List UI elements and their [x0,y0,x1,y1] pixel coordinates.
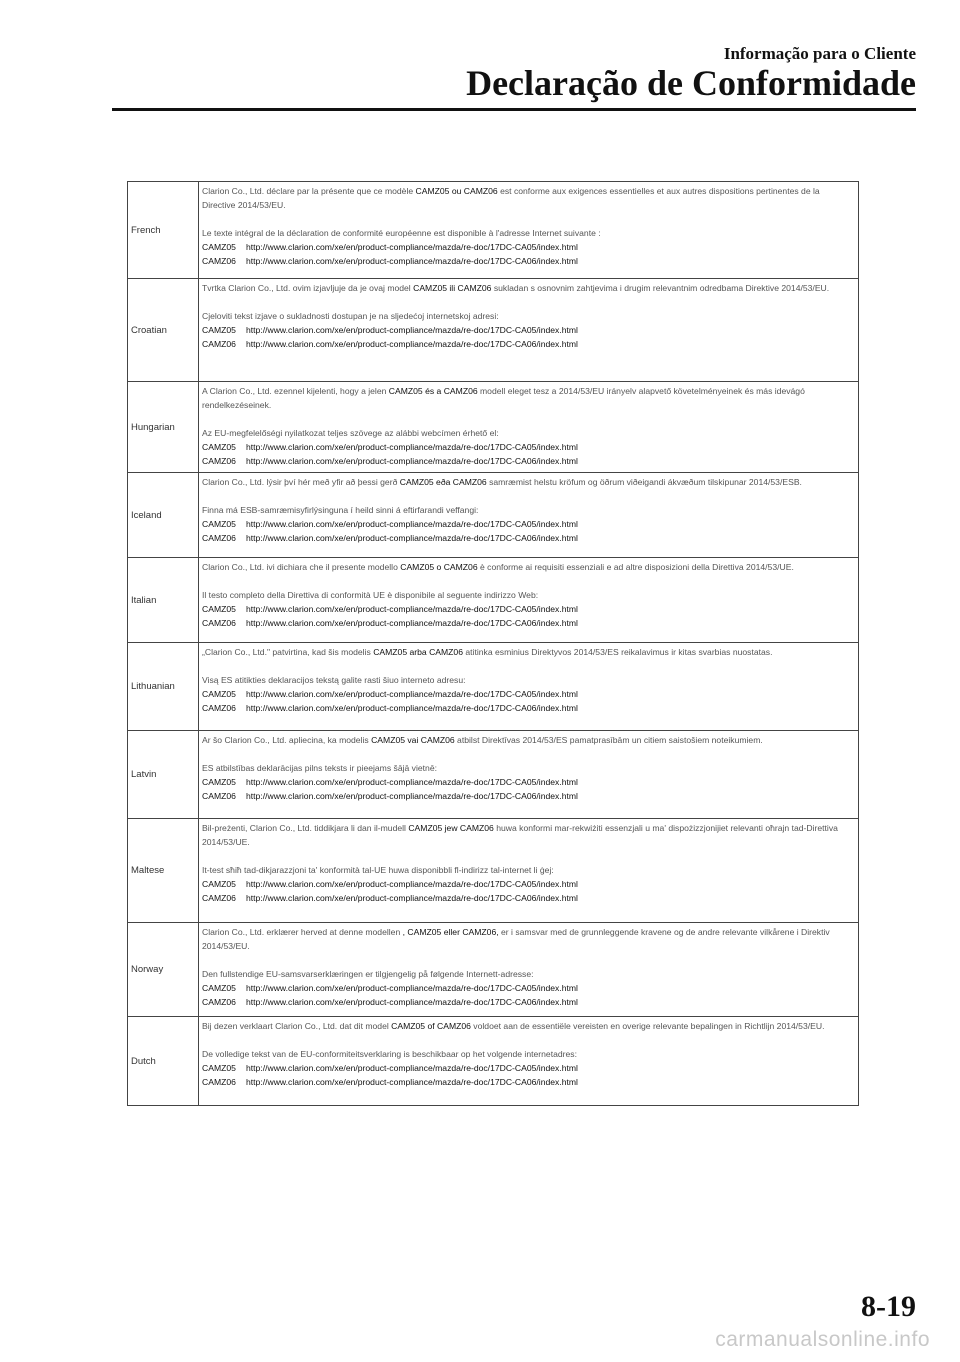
availability-text: De volledige tekst van de EU-conformiteitsverklaring is beschikbaar op het volgende internetadres: [202,1049,577,1059]
model-code: CAMZ06 [202,456,236,466]
doc-url-link[interactable]: http://www.clarion.com/xe/en/product-compliance/mazda/re-doc/17DC-CA05/index.html [246,879,578,889]
declaration-cell [199,473,859,558]
statement-text: voldoet aan de essentiële vereisten en overige relevante bepalingen in Richtlijn 2014/53/EU. [470,1021,825,1031]
model-code: CAMZ06 [202,1077,236,1087]
doc-url-link[interactable]: http://www.clarion.com/xe/en/product-compliance/mazda/re-doc/17DC-CA06/index.html [246,997,578,1007]
doc-url-link[interactable]: http://www.clarion.com/xe/en/product-compliance/mazda/re-doc/17DC-CA06/index.html [246,533,578,543]
declaration-statement [202,1019,854,1033]
doc-url-link[interactable]: http://www.clarion.com/xe/en/product-compliance/mazda/re-doc/17DC-CA06/index.html [246,703,578,713]
model-names: CAMZ05 és a CAMZ06 [388,386,478,396]
model-code: CAMZ05 [202,442,236,452]
model-names: CAMZ05 o CAMZ06 [400,562,478,572]
declaration-statement [202,475,854,489]
doc-url-link[interactable]: http://www.clarion.com/xe/en/product-compliance/mazda/re-doc/17DC-CA06/index.html [246,791,578,801]
statement-text: er i samsvar med de grunnleggende kravene og de andre relevante vilkårene i Direktiv 2014/53/EU. [202,927,830,951]
availability-text: It-test sħiħ tad-dikjarazzjoni ta' konformità tal-UE huwa disponibbli fl-indirizz tal-internet li ġej: [202,865,554,875]
page-title: Declaração de Conformidade [466,63,916,103]
statement-text: Clarion Co., Ltd. erklærer herved at denne modellen [202,927,403,937]
language-label: Iceland [128,473,199,558]
language-label: Dutch [128,1017,199,1106]
doc-link-line [202,440,854,454]
language-label: Lithuanian [128,643,199,731]
model-names: CAMZ05 ili CAMZ06 [413,283,492,293]
statement-text: Ar šo Clarion Co., Ltd. apliecina, ka modelis [202,735,372,745]
statement-text: sukladan s osnovnim zahtjevima i drugim relevantnim odredbama Direktive 2014/53/EU. [491,283,830,293]
statement-text: atitinka esminius Direktyvos 2014/53/ES reikalavimus ir kitas svarbias nuostatas. [462,647,773,657]
model-code: CAMZ05 [202,689,236,699]
doc-link-line [202,240,854,254]
section-subtitle: Informação para o Cliente [723,44,916,63]
declaration-statement [202,184,854,212]
table-row [128,279,859,382]
model-code: CAMZ05 [202,879,236,889]
doc-url-link[interactable]: http://www.clarion.com/xe/en/product-compliance/mazda/re-doc/17DC-CA05/index.html [246,689,578,699]
model-names: CAMZ05 eða CAMZ06 [399,477,487,487]
statement-text: Tvrtka Clarion Co., Ltd. ovim izjavljuje da je ovaj model [202,283,414,293]
doc-url-link[interactable]: http://www.clarion.com/xe/en/product-compliance/mazda/re-doc/17DC-CA05/index.html [246,442,578,452]
doc-url-link[interactable]: http://www.clarion.com/xe/en/product-compliance/mazda/re-doc/17DC-CA06/index.html [246,456,578,466]
model-code: CAMZ05 [202,983,236,993]
statement-text: Clarion Co., Ltd. déclare par la présente que ce modèle [202,186,416,196]
declaration-cell [199,819,859,923]
declaration-statement [202,281,854,295]
doc-link-line [202,981,854,995]
declaration-cell [199,643,859,731]
statement-text: A Clarion Co., Ltd. ezennel kijelenti, hogy a jelen [202,386,389,396]
doc-url-link[interactable]: http://www.clarion.com/xe/en/product-compliance/mazda/re-doc/17DC-CA05/index.html [246,1063,578,1073]
doc-link-line [202,323,854,337]
model-code: CAMZ06 [202,703,236,713]
statement-text: „Clarion Co., Ltd." patvirtina, kad šis modelis [202,647,374,657]
table-row [128,819,859,923]
table-row [128,182,859,279]
availability-text: Le texte intégral de la déclaration de conformité européenne est disponible à l'adresse Internet suivante : [202,228,601,238]
model-code: CAMZ06 [202,791,236,801]
model-names: , CAMZ05 eller CAMZ06, [402,927,499,937]
declaration-statement [202,384,854,412]
doc-link-line [202,789,854,803]
declaration-statement [202,645,854,659]
declaration-cell [199,731,859,819]
statement-text: Clarion Co., Ltd. lýsir því hér með yfir að þessi gerð [202,477,400,487]
model-code: CAMZ06 [202,893,236,903]
model-code: CAMZ06 [202,997,236,1007]
declaration-cell [199,923,859,1017]
declaration-statement [202,733,854,747]
table-row [128,1017,859,1106]
availability-text: Il testo completo della Direttiva di conformità UE è disponibile al seguente indirizzo Web: [202,590,539,600]
doc-link-line [202,701,854,715]
declaration-statement [202,821,854,849]
statement-text: atbilst Direktīvas 2014/53/ES pamatprasībām un citiem saistošiem noteikumiem. [454,735,763,745]
model-names: CAMZ05 vai CAMZ06 [371,735,455,745]
table-row [128,473,859,558]
doc-link-line [202,1061,854,1075]
model-code: CAMZ06 [202,256,236,266]
table-row [128,382,859,473]
language-label: Italian [128,558,199,643]
declaration-cell [199,279,859,382]
language-label: French [128,182,199,279]
statement-text: est conforme aux exigences essentielles et aux autres dispositions pertinentes de la Directive 2014/53/EU. [202,186,820,210]
language-label: Latvin [128,731,199,819]
doc-url-link[interactable]: http://www.clarion.com/xe/en/product-compliance/mazda/re-doc/17DC-CA06/index.html [246,256,578,266]
model-code: CAMZ06 [202,618,236,628]
availability-text: Cjeloviti tekst izjave o sukladnosti dostupan je na sljedećoj internetskoj adresi: [202,311,499,321]
doc-url-link[interactable]: http://www.clarion.com/xe/en/product-compliance/mazda/re-doc/17DC-CA05/index.html [246,325,578,335]
model-code: CAMZ05 [202,1063,236,1073]
language-label: Croatian [128,279,199,382]
availability-text: Finna má ESB-samræmisyfirlýsinguna í heild sinni á eftirfarandi veffangi: [202,505,479,515]
doc-link-line [202,517,854,531]
statement-text: samræmist helstu kröfum og öðrum viðeigandi ákvæðum tilskipunar 2014/53/ESB. [486,477,802,487]
model-names: CAMZ05 of CAMZ06 [391,1021,471,1031]
doc-link-line [202,687,854,701]
model-names: CAMZ05 ou CAMZ06 [415,186,498,196]
header-rule [112,108,916,111]
declaration-statement [202,925,854,953]
doc-url-link[interactable]: http://www.clarion.com/xe/en/product-compliance/mazda/re-doc/17DC-CA06/index.html [246,1077,578,1087]
declaration-cell [199,182,859,279]
model-names: CAMZ05 arba CAMZ06 [373,647,463,657]
doc-link-line [202,877,854,891]
language-label: Hungarian [128,382,199,473]
doc-link-line [202,995,854,1009]
doc-link-line [202,454,854,468]
doc-url-link[interactable]: http://www.clarion.com/xe/en/product-compliance/mazda/re-doc/17DC-CA05/index.html [246,242,578,252]
declaration-statement [202,560,854,574]
doc-link-line [202,602,854,616]
model-names: CAMZ05 jew CAMZ06 [408,823,494,833]
table-row [128,558,859,643]
language-label: Maltese [128,819,199,923]
statement-text: huwa konformi mar-rekwiżiti essenzjali u ma' dispożizzjonijiet relevanti oħrajn tad-Direttiva 2014/53/UE. [202,823,838,847]
page-number: 8-19 [861,1290,916,1323]
declaration-cell [199,1017,859,1106]
declaration-cell [199,382,859,473]
availability-text: ES atbilstības deklarācijas pilns teksts ir pieejams šājā vietnē: [202,763,438,773]
statement-text: modell eleget tesz a 2014/53/EU irányelv alapvető követelményeinek és más idevágó rendelkezéseinek. [202,386,805,410]
model-code: CAMZ06 [202,533,236,543]
doc-link-line [202,337,854,351]
statement-text: Bij dezen verklaart Clarion Co., Ltd. dat dit model [202,1021,392,1031]
availability-text: Az EU-megfelelőségi nyilatkozat teljes szövege az alábbi webcímen érhető el: [202,428,499,438]
doc-link-line [202,775,854,789]
statement-text: Bil-preżenti, Clarion Co., Ltd. tiddikjara li dan il-mudell [202,823,409,833]
doc-link-line [202,891,854,905]
doc-url-link[interactable]: http://www.clarion.com/xe/en/product-compliance/mazda/re-doc/17DC-CA05/index.html [246,519,578,529]
statement-text: Clarion Co., Ltd. ivi dichiara che il presente modello [202,562,401,572]
doc-url-link[interactable]: http://www.clarion.com/xe/en/product-compliance/mazda/re-doc/17DC-CA05/index.html [246,604,578,614]
model-code: CAMZ05 [202,604,236,614]
model-code: CAMZ05 [202,325,236,335]
doc-url-link[interactable]: http://www.clarion.com/xe/en/product-compliance/mazda/re-doc/17DC-CA06/index.html [246,893,578,903]
model-code: CAMZ05 [202,242,236,252]
doc-url-link[interactable]: http://www.clarion.com/xe/en/product-compliance/mazda/re-doc/17DC-CA05/index.html [246,983,578,993]
doc-link-line [202,1075,854,1089]
statement-text: è conforme ai requisiti essenziali e ad altre disposizioni della Direttiva 2014/53/UE. [477,562,794,572]
model-code: CAMZ05 [202,519,236,529]
doc-link-line [202,531,854,545]
table-row [128,643,859,731]
doc-url-link[interactable]: http://www.clarion.com/xe/en/product-compliance/mazda/re-doc/17DC-CA05/index.html [246,777,578,787]
doc-link-line [202,616,854,630]
declaration-table [127,181,859,1106]
model-code: CAMZ06 [202,339,236,349]
doc-url-link[interactable]: http://www.clarion.com/xe/en/product-compliance/mazda/re-doc/17DC-CA06/index.html [246,618,578,628]
declaration-cell [199,558,859,643]
table-row [128,923,859,1017]
table-row [128,731,859,819]
language-label: Norway [128,923,199,1017]
doc-link-line [202,254,854,268]
availability-text: Visą ES atitikties deklaracijos tekstą galite rasti šiuo interneto adresu: [202,675,466,685]
watermark: carmanualsonline.info [715,1328,930,1351]
doc-url-link[interactable]: http://www.clarion.com/xe/en/product-compliance/mazda/re-doc/17DC-CA06/index.html [246,339,578,349]
model-code: CAMZ05 [202,777,236,787]
availability-text: Den fullstendige EU-samsvarserklæringen er tilgjengelig på følgende Internett-adresse: [202,969,534,979]
